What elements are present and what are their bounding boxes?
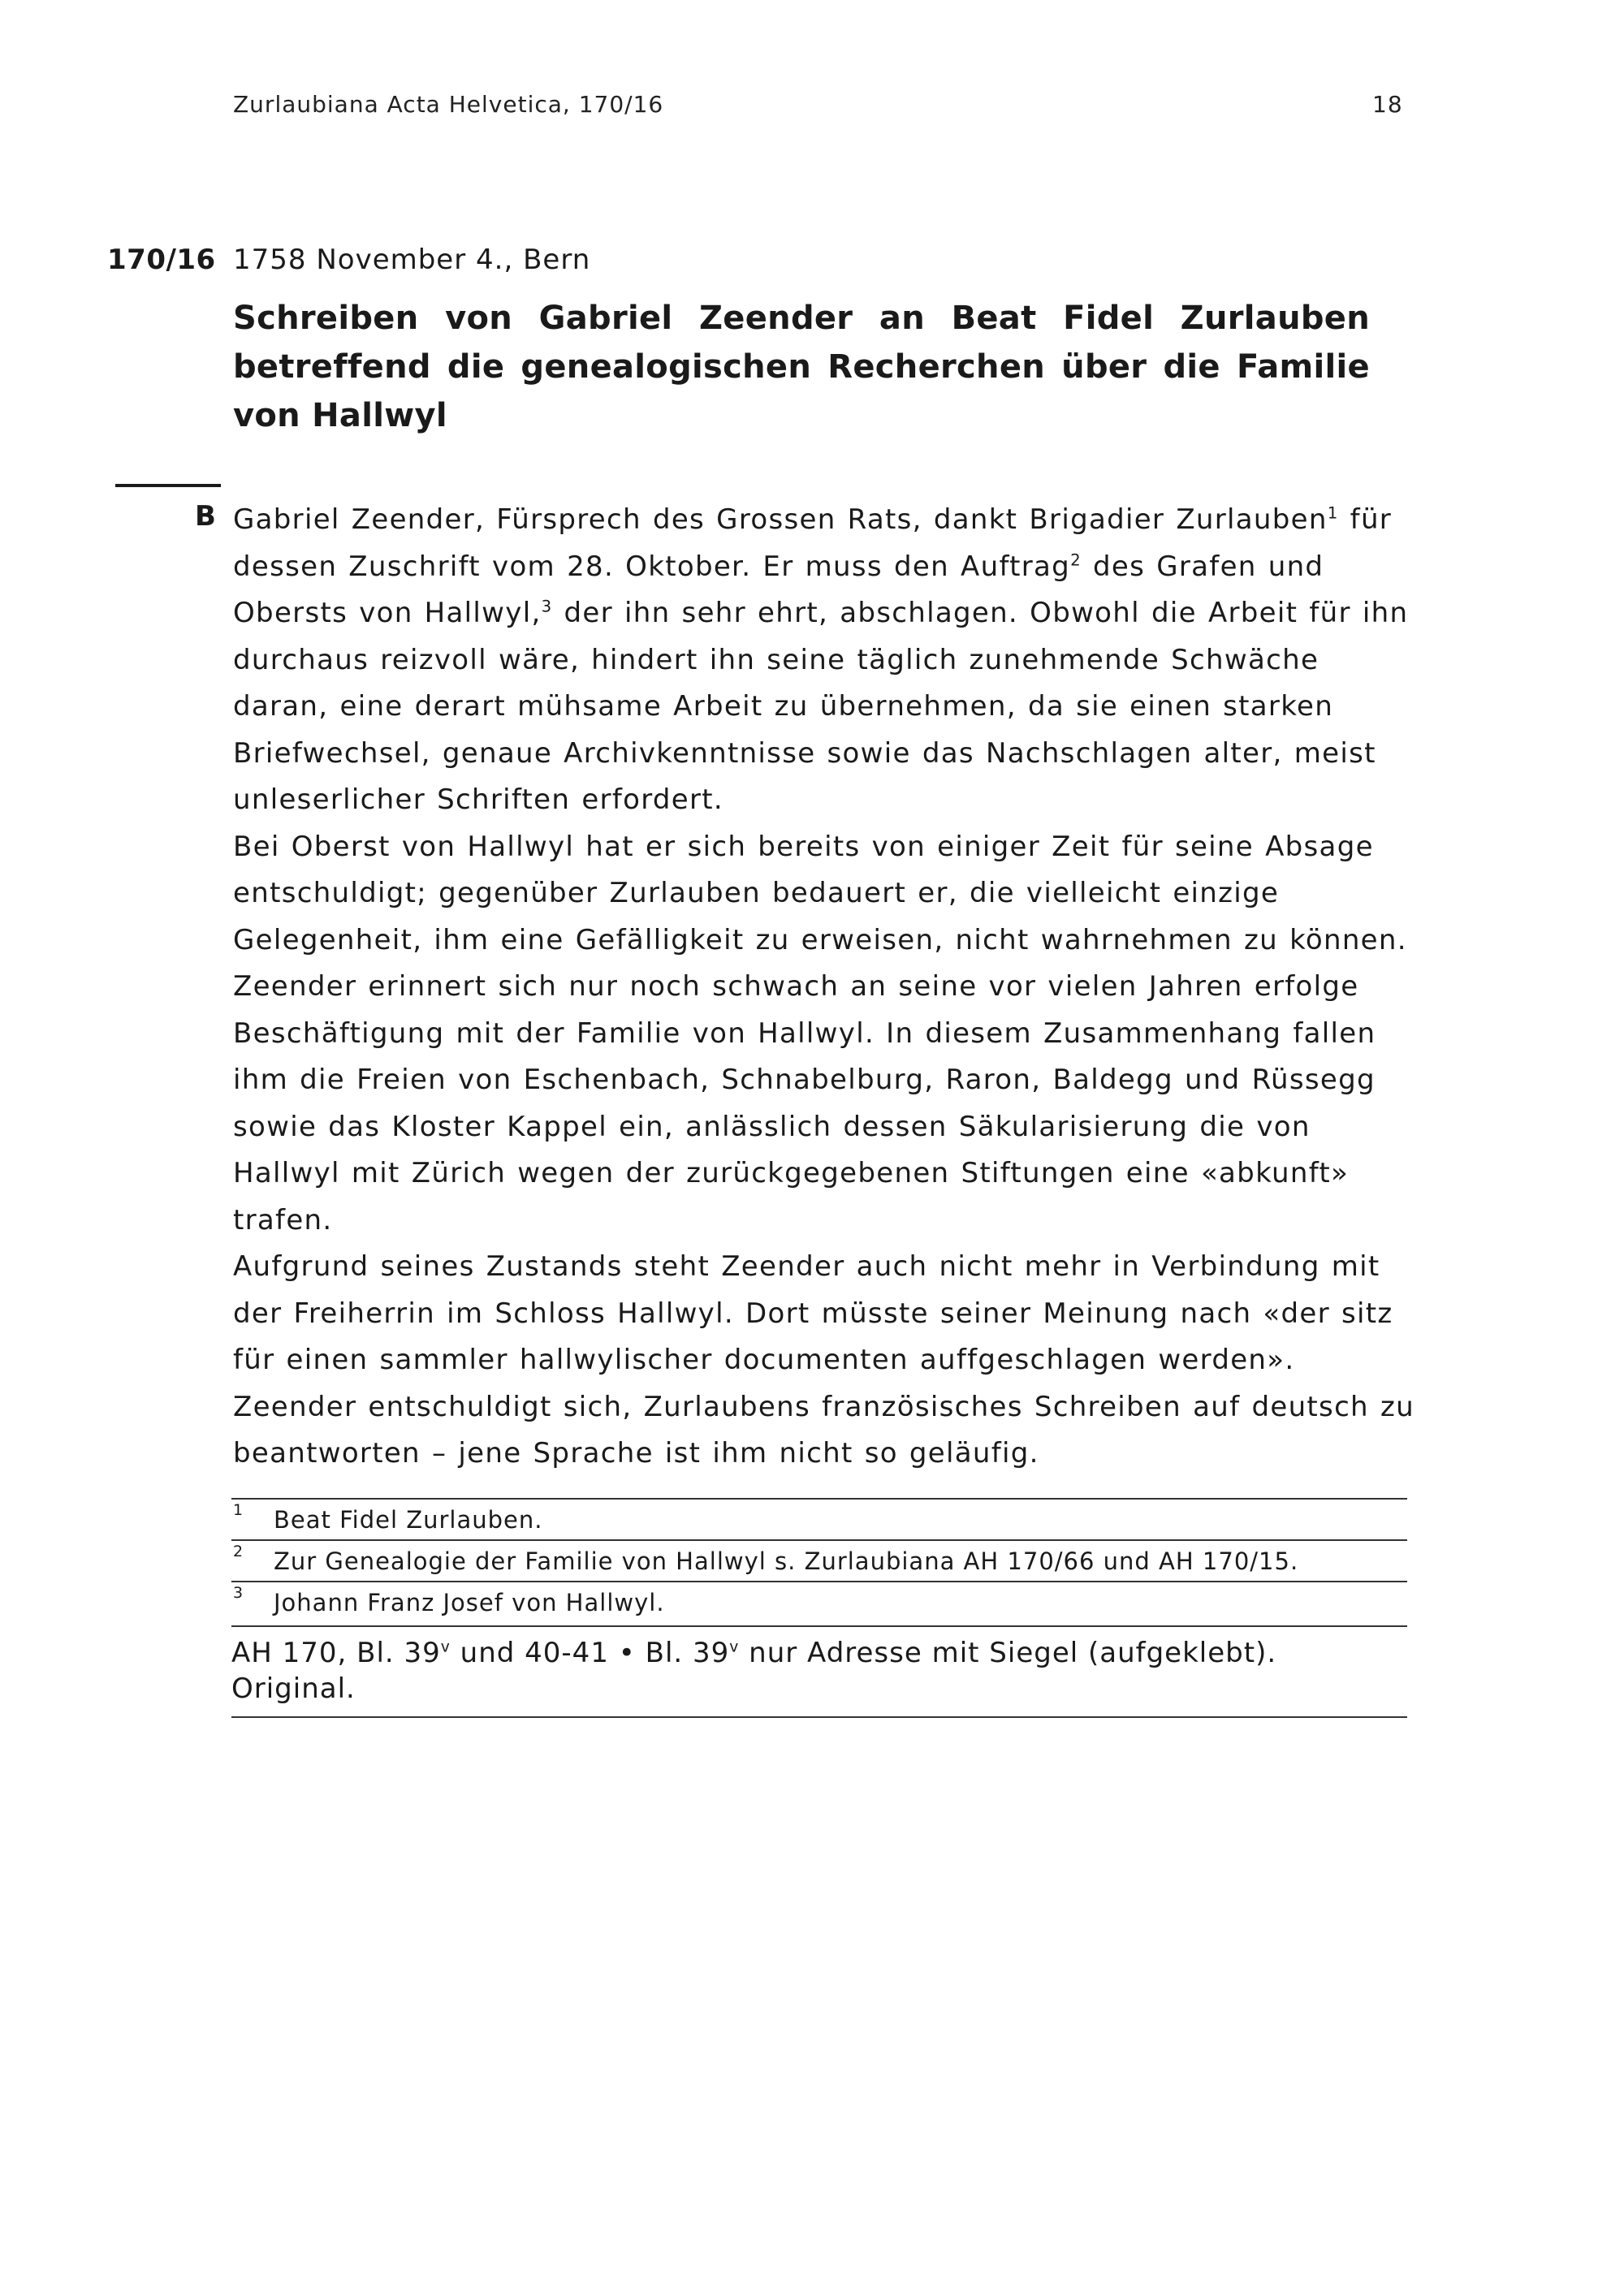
- footnotes: [231, 1498, 1407, 1622]
- footnote-text: Beat Fidel Zurlauben.: [274, 1506, 543, 1534]
- margin-letter: B: [195, 500, 216, 533]
- source-text-part: AH 170, Bl. 39: [231, 1637, 441, 1669]
- footnote-reference-1[interactable]: 1: [1327, 503, 1339, 523]
- summary-paragraph-4: Aufgrund seines Zustands steht Zeender auch nicht mehr in Verbindung mit der Freiherrin im Schloss Hallwyl. Dort müsste seiner Meinung nach «der sitz für einen sammler hallwylischer documenten auffgeschlagen werden».: [233, 1250, 1393, 1376]
- footnote-mark: 2: [233, 1543, 244, 1560]
- document-date-place: 1758 November 4., Bern: [233, 244, 591, 276]
- footnote-text: Zur Genealogie der Familie von Hallwyl s. Zurlaubiana AH 170/66 und AH 170/15.: [274, 1547, 1299, 1575]
- summary-text-part: für dessen Zuschrift vom 28. Oktober. Er muss den Auftrag: [233, 503, 1393, 583]
- summary-text-part: des Grafen und Obersts von Hallwyl,: [233, 550, 1324, 629]
- source-note: [231, 1625, 1407, 1718]
- footnote-3: [231, 1581, 1407, 1622]
- page-number: 18: [1372, 91, 1403, 118]
- footnote-2: [231, 1539, 1407, 1581]
- footnote-mark: 3: [233, 1584, 244, 1602]
- verso-mark: v: [729, 1638, 740, 1656]
- footnote-1: [231, 1498, 1407, 1539]
- summary-text-part: Gabriel Zeender, Fürsprech des Grossen Rats, dankt Brigadier Zurlauben: [233, 503, 1328, 536]
- source-text-part: und 40-41 • Bl. 39: [450, 1637, 730, 1669]
- summary-paragraph-2: Bei Oberst von Hallwyl hat er sich bereits von einiger Zeit für seine Absage entschuldigt; gegenüber Zurlauben bedauert er, die vielleicht einzige Gelegenheit, ihm eine Gefälligkeit zu erweisen, nicht wahrnehmen zu können.: [233, 830, 1407, 956]
- verso-mark: v: [440, 1638, 451, 1656]
- summary-text-part: der ihn sehr ehrt, abschlagen. Obwohl die Arbeit für ihn durchaus reizvoll wäre, hindert ihn seine täglich zunehmende Schwäche daran, eine derart mühsame Arbeit zu übernehmen, da sie einen starken Briefwechsel, genaue Archivkenntnisse sowie das Nachschlagen alter, meist unleserlicher Schriften erfordert.: [233, 597, 1409, 816]
- source-text-part: nur Adresse mit Siegel (aufgeklebt).: [739, 1637, 1277, 1669]
- footnote-mark: 1: [233, 1501, 244, 1519]
- summary-text: [233, 497, 1415, 1478]
- source-line-2: Original.: [231, 1672, 356, 1705]
- summary-paragraph-5: Zeender entschuldigt sich, Zurlaubens französisches Schreiben auf deutsch zu beantworten – jene Sprache ist ihm nicht so geläufig.: [233, 1390, 1415, 1470]
- source-line-1: [231, 1635, 1407, 1671]
- document-title: Schreiben von Gabriel Zeender an Beat Fidel Zurlauben betreffend die genealogischen Recherchen über die Familie von Hallwyl: [233, 300, 1370, 434]
- summary-paragraph-3: Zeender erinnert sich nur noch schwach an seine vor vielen Jahren erfolge Beschäftigung mit der Familie von Hallwyl. In diesem Zusammenhang fallen ihm die Freien von Eschenbach, Schnabelburg, Raron, Baldegg und Rüssegg sowie das Kloster Kappel ein, anlässlich dessen Säkularisierung die von Hallwyl mit Zürich wegen der zurückgegebenen Stiftungen eine «abkunft» trafen.: [233, 970, 1376, 1236]
- summary-paragraph-1: [233, 497, 1415, 824]
- footnote-text: Johann Franz Josef von Hallwyl.: [274, 1589, 665, 1616]
- footnote-reference-2[interactable]: 2: [1070, 550, 1082, 570]
- document-number: 170/16: [107, 244, 216, 276]
- margin-rule: [115, 484, 221, 487]
- running-title: Zurlaubiana Acta Helvetica, 170/16: [233, 91, 664, 118]
- footnote-reference-3[interactable]: 3: [541, 597, 553, 616]
